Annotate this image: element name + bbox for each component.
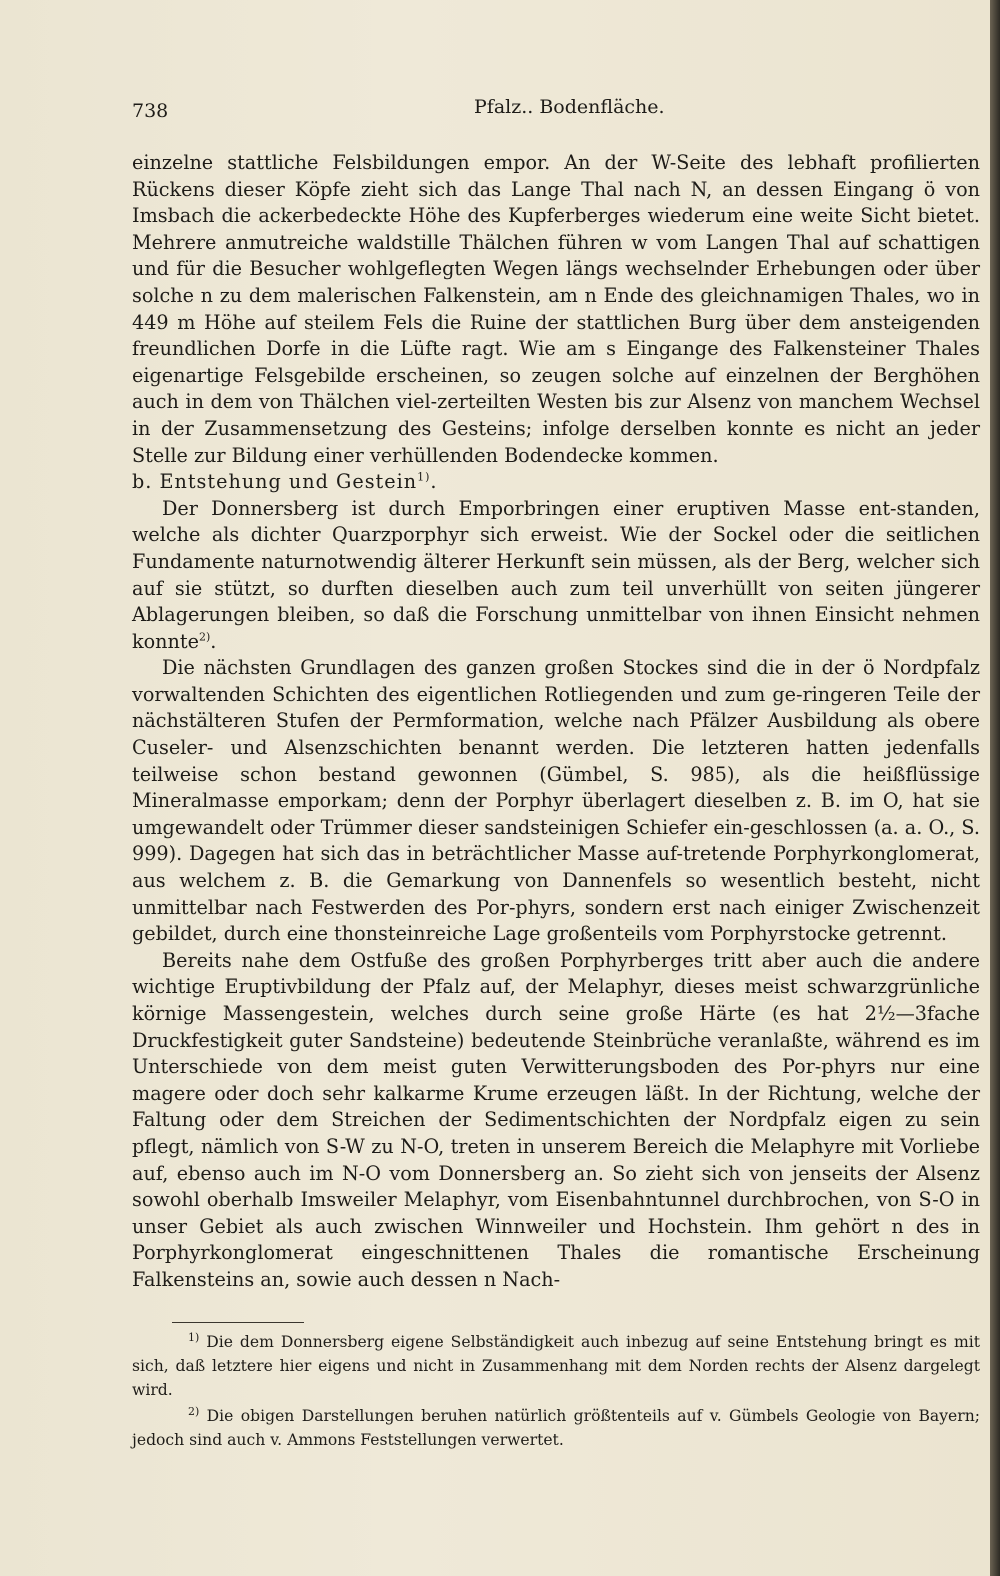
paragraph xyxy=(132,655,980,948)
running-head: Pfalz.. Bodenfläche. xyxy=(474,96,665,118)
paragraph-text: Der Donnersberg ist durch Emporbringen einer eruptiven Masse ent-standen, welche als dichter Quarzporphyr sich erweist. Wie der Sockel oder die seitlichen Fundamente naturnotwendig älterer Herkunft sein müssen, als der Berg, welcher sich auf sie stützt, so durften dieselben auch zum teil unverhüllt von seiten jüngerer Ablagerungen bleiben, so daß die Forschung unmittelbar von ihnen Einsicht nehmen konnte xyxy=(132,496,980,653)
footnote xyxy=(132,1330,980,1402)
page-number: 738 xyxy=(132,100,169,122)
footnote-reference: 1) xyxy=(417,470,431,484)
page-edge-shadow xyxy=(990,0,1000,1576)
page-header xyxy=(132,96,980,128)
footnote-rule xyxy=(172,1322,304,1323)
paragraph-text: Bereits nahe dem Ostfuße des großen Porphyrberges tritt aber auch die andere wichtige Eruptivbildung der Pfalz auf, der Melaphyr, dieses meist schwarzgrünliche körnige Massengestein, welches durch seine große Härte (es hat 2½—3fache Druckfestigkeit guter Sandsteine) bedeutende Steinbrüche veranlaßte, während es im Unterschiede von dem meist guten Verwitterungsboden des Por-phyrs nur eine magere oder doch sehr kalkarme Krume erzeugen läßt. In der Richtung, welche der Faltung oder dem Streichen der Sedimentschichten der Nordpfalz eigen zu sein pflegt, nämlich von S-W zu N-O, treten in unserem Bereich die Melaphyre mit Vorliebe auf, ebenso auch im N-O vom Donnersberg an. So zieht sich von jenseits der Alsenz sowohl oberhalb Imsweiler Melaphyr, vom Eisenbahntunnel durchbrochen, von S-O in unser Gebiet als auch zwischen Winnweiler und Hochstein. Ihm gehört n des in Porphyrkonglomerat eingeschnittenen Thales die romantische Erscheinung Falkensteins an, sowie auch dessen n Nach- xyxy=(132,948,980,1291)
footnote-text: Die dem Donnersberg eigene Selbständigkeit auch inbezug auf seine Entstehung bringt es mit sich, daß letztere hier eigens und nicht in Zusammenhang mit dem Norden rechts der Alsenz dargelegt wird. xyxy=(132,1333,980,1399)
footnote-mark: 2) xyxy=(188,1404,200,1418)
paragraph: einzelne stattliche Felsbildungen empor. An der W-Seite des lebhaft profilierten Rückens dieser Köpfe zieht sich das Lange Thal nach N, an dessen Eingang ö von Imsbach die ackerbedeckte Höhe des Kupferberges wiederum eine weite Sicht bietet. Mehrere anmutreiche waldstille Thälchen führen w vom Langen Thal auf schattigen und für die Besucher wohlgeflegten Wegen längs wechselnder Erhebungen oder über solche n zu dem malerischen Falkenstein, am n Ende des gleichnamigen Thales, wo in 449 m Höhe auf steilem Fels die Ruine der stattlichen Burg über dem ansteigenden freundlichen Dorfe in die Lüfte ragt. Wie am s Eingange des Falkensteiner Thales eigenartige Felsgebilde erscheinen, so zeugen solche auf einzelnen der Berghöhen auch in dem von Thälchen viel-zerteilten Westen bis zur Alsenz von manchem Wechsel in der Zusammensetzung des Gesteins; infolge derselben konnte es nicht an jeder Stelle zur Bildung einer verhüllenden Bodendecke kommen. xyxy=(132,151,980,467)
footnote xyxy=(132,1404,980,1452)
footnote-reference: 2) xyxy=(198,630,211,644)
section-heading: b. Entstehung und Gestein$^{1)}$. xyxy=(132,470,438,494)
paragraph-text: Die nächsten Grundlagen des ganzen großen Stockes sind die in der ö Nordpfalz vorwaltenden Schichten des eigentlichen Rotliegenden und zum ge-ringeren Teile der nächstälteren Stufen der Permformation, welche nach Pfälzer Ausbildung als obere Cuseler- und Alsenzschichten benannt werden. Die letzteren hatten jedenfalls teilweise schon bestand gewonnen (Gümbel, S. 985), als die heißflüssige Mineralmasse emporkam; denn der Porphyr überlagert dieselben z. B. im O, hat sie umgewandelt oder Trümmer dieser sandsteinigen Schiefer ein-geschlossen (a. a. O., S. 999). Dagegen hat sich das in beträchtlicher Masse auf-tretende Porphyrkonglomerat, aus welchem z. B. die Gemarkung von Dannenfels so wesentlich besteht, nicht unmittelbar nach Festwerden des Por-phyrs, sondern erst nach einiger Zwischenzeit gebildet, durch eine thonsteinreiche Lage großenteils vom Porphyrstocke getrennt. xyxy=(132,656,980,946)
footnote-mark: 1) xyxy=(188,1330,200,1344)
footnote-text: Die obigen Darstellungen beruhen natürlich größtenteils auf v. Gümbels Geologie von Bayern; jedoch sind auch v. Ammons Feststellungen verwertet. xyxy=(132,1407,980,1449)
section-heading-text: b. Entstehung und Gestein xyxy=(132,470,418,494)
paragraph xyxy=(132,948,980,1294)
paragraph xyxy=(132,496,980,656)
body-text xyxy=(132,150,980,1294)
footnotes xyxy=(132,1330,980,1452)
paragraph-tail: . xyxy=(210,629,217,653)
